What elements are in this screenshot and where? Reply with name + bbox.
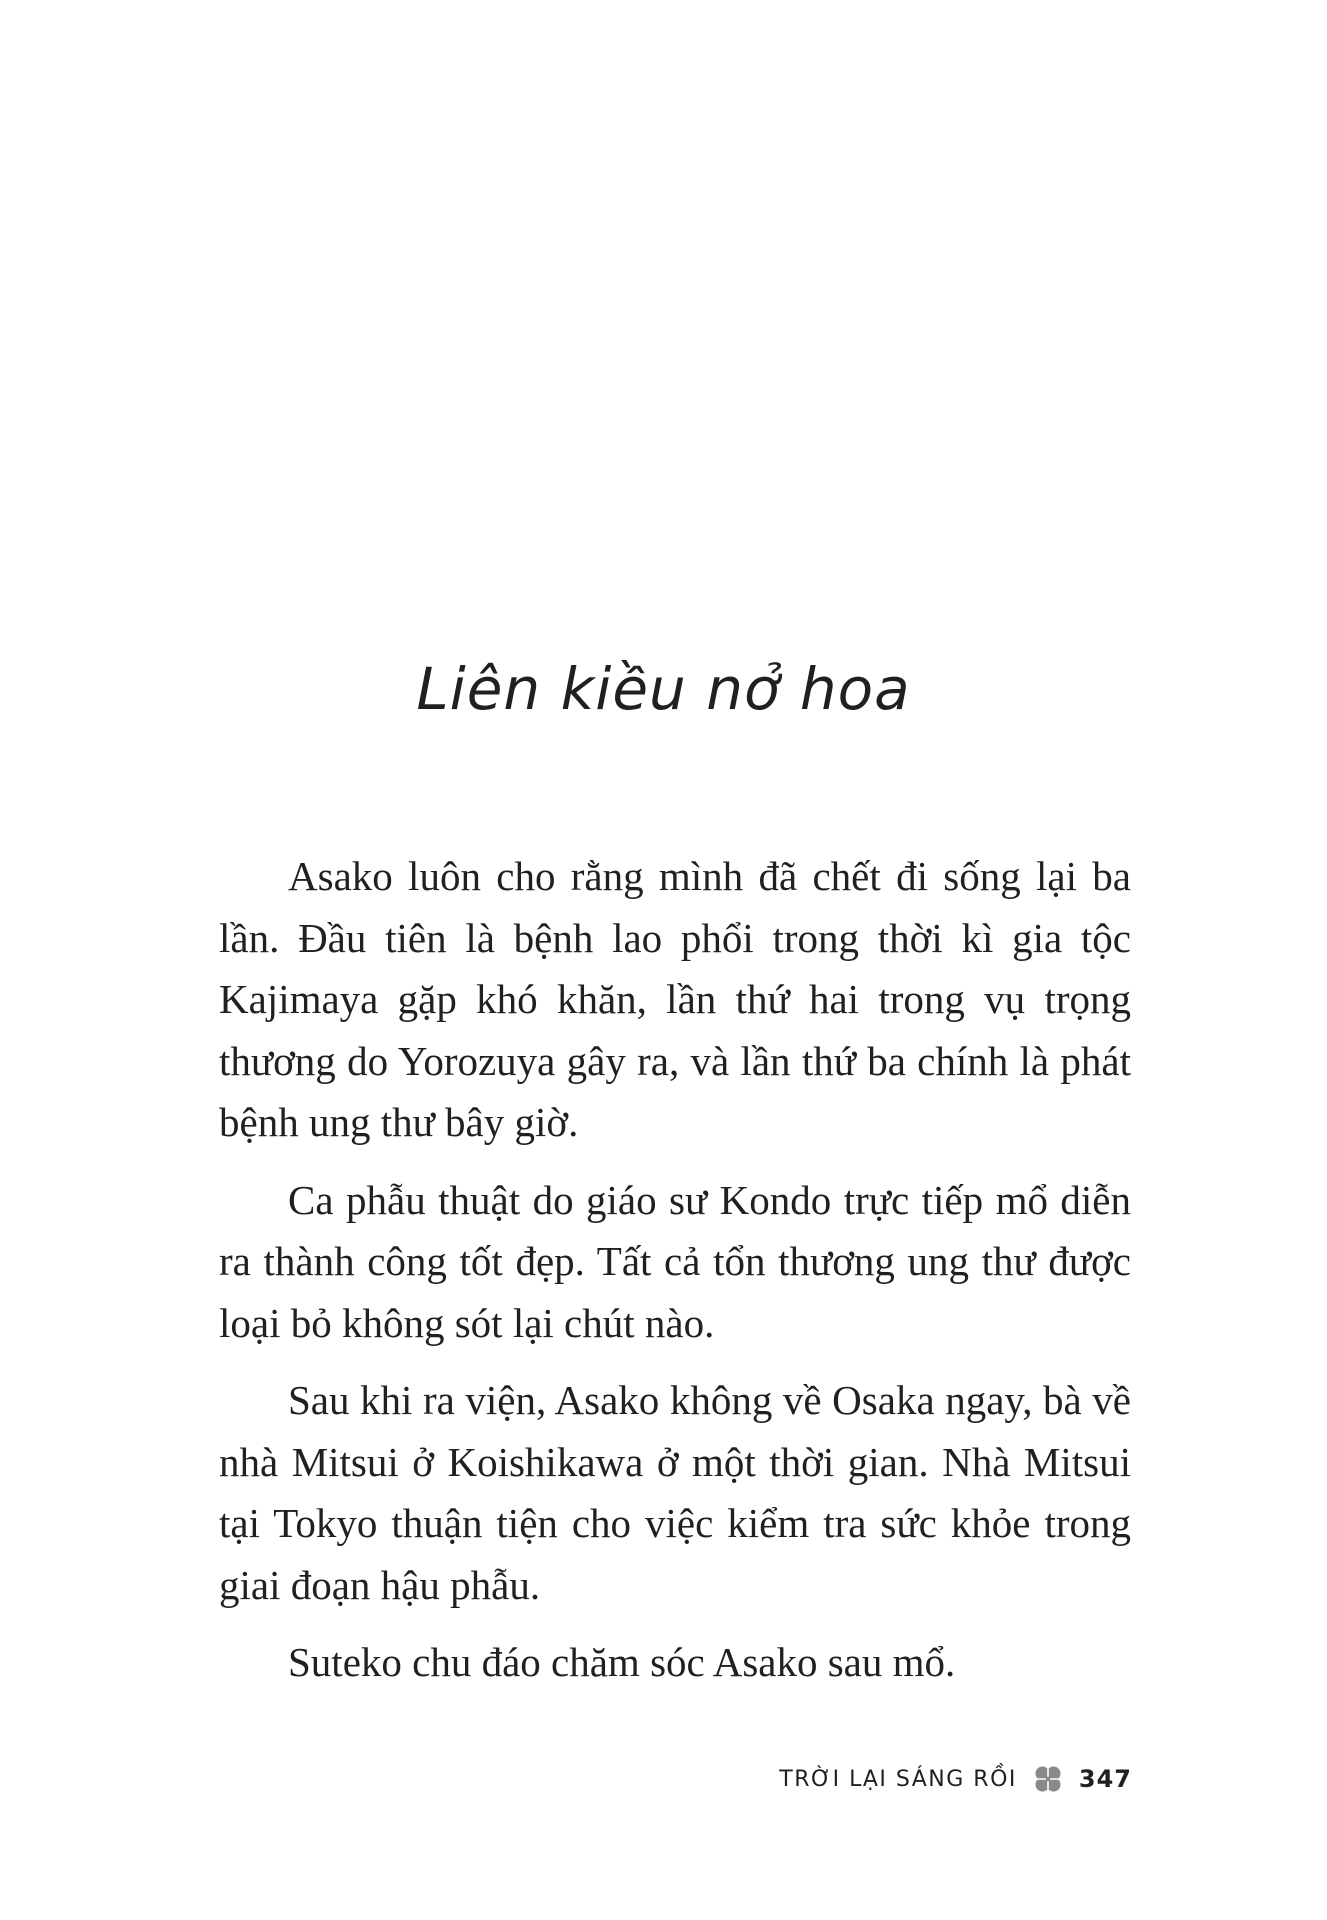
paragraph: Suteko chu đáo chăm sóc Asako sau mổ. — [288, 1639, 956, 1685]
body-text — [219, 846, 1131, 1710]
clover-icon — [1031, 1762, 1065, 1796]
page-footer — [779, 1762, 1132, 1796]
running-title: TRỜI LẠI SÁNG RỒI — [779, 1766, 1017, 1792]
paragraph: Ca phẫu thuật do giáo sư Kondo trực tiếp mổ diễn ra thành công tốt đẹp. Tất cả tổn thương ung thư được loại bỏ không sót lại chút nào. — [219, 1176, 1131, 1346]
chapter-title: Liên kiều nở hoa — [416, 655, 911, 723]
paragraph: Asako luôn cho rằng mình đã chết đi sống lại ba lần. Đầu tiên là bệnh lao phổi trong thời kì gia tộc Kajimaya gặp khó khăn, lần thứ hai trong vụ trọng thương do Yorozuya gây ra, và lần thứ ba chính là phát bệnh ung thư bây giờ. — [219, 853, 1131, 1145]
paragraph: Sau khi ra viện, Asako không về Osaka ngay, bà về nhà Mitsui ở Koishikawa ở một thời gian. Nhà Mitsui tại Tokyo thuận tiện cho việc kiểm tra sức khỏe trong giai đoạn hậu phẫu. — [219, 1377, 1131, 1608]
page-number: 347 — [1078, 1765, 1132, 1793]
